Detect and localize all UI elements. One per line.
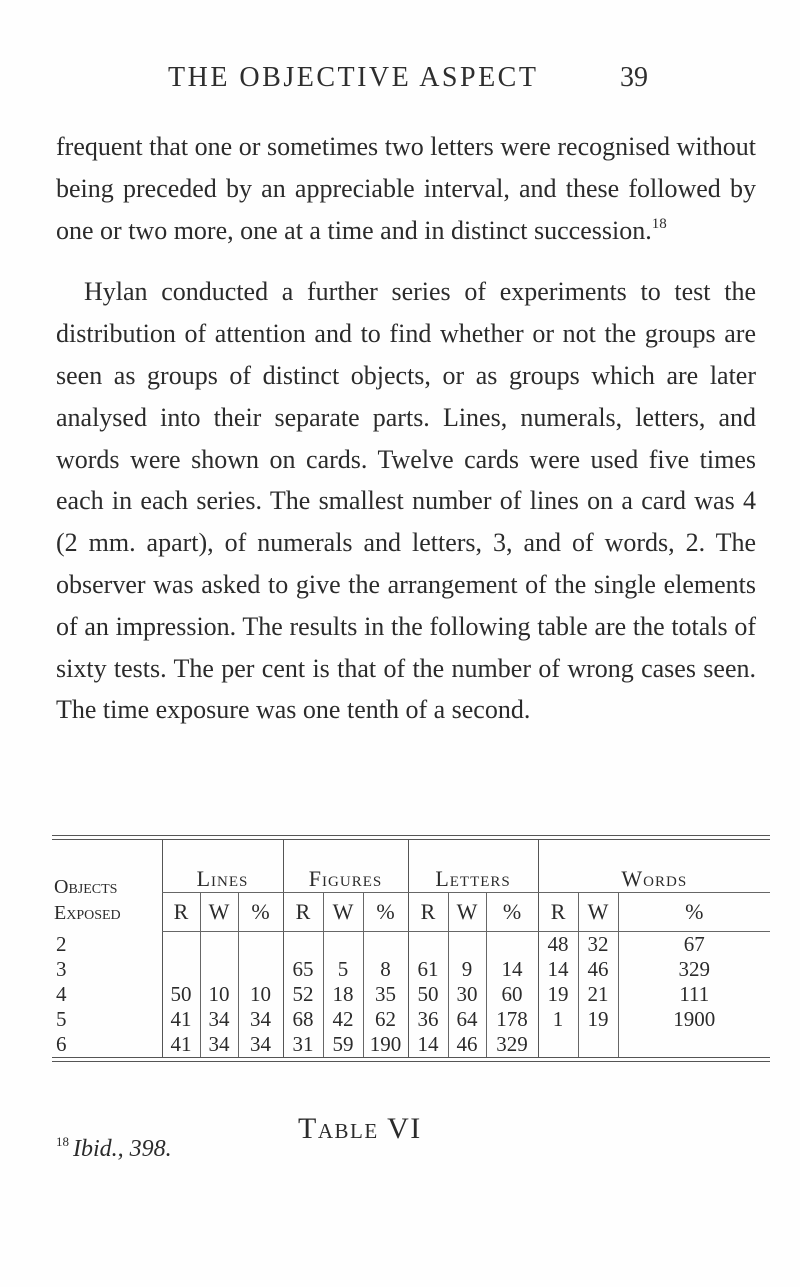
page-number: 39: [620, 62, 648, 93]
paragraph-1: [56, 126, 756, 251]
table-cell: [323, 932, 363, 958]
subheader-percent: %: [238, 893, 283, 932]
table-cell: 31: [283, 1032, 323, 1057]
table-cell: [618, 1032, 770, 1057]
table-cell: 36: [408, 1007, 448, 1032]
table-cell: 19: [538, 982, 578, 1007]
table-cell: 1: [538, 1007, 578, 1032]
table-row: [52, 957, 770, 982]
footnote-reference[interactable]: 18: [651, 215, 667, 232]
table-cell: [538, 1032, 578, 1057]
table-cell: 46: [448, 1032, 486, 1057]
results-table-grid: [52, 840, 770, 1057]
table-cell: [578, 1032, 618, 1057]
subheader-right: R: [408, 893, 448, 932]
table-cell: [238, 932, 283, 958]
table-cell: 329: [618, 957, 770, 982]
table-cell: 178: [486, 1007, 538, 1032]
subheader-right: R: [162, 893, 200, 932]
table-cell: [200, 957, 238, 982]
table-cell: 59: [323, 1032, 363, 1057]
table-cell: [448, 932, 486, 958]
objects-count-cell: 4: [56, 982, 67, 1006]
table-cell: 111: [618, 982, 770, 1007]
table-cell: 329: [486, 1032, 538, 1057]
table-cell: 60: [486, 982, 538, 1007]
running-head: [0, 62, 800, 102]
table-cell: 9: [448, 957, 486, 982]
subheader-percent: %: [486, 893, 538, 932]
table-cell: 14: [486, 957, 538, 982]
table-cell: [162, 932, 200, 958]
table-cell: 1900: [618, 1007, 770, 1032]
table-row: [52, 1032, 770, 1057]
table-cell: [238, 957, 283, 982]
table-cell: [408, 932, 448, 958]
paragraph-2: Hylan conducted a further series of experiments to test the distribution of attention and to find whether or not the groups are seen as groups of distinct objects, or as groups which are later analysed into their separate parts. Lines, numerals, letters, and words were shown on cards. Twelve cards were used five times each in each series. The smallest number of lines on a card was 4 (2 mm. apart), of numerals and letters, 3, and of words, 2. The observer was asked to give the arrangement of the single elements of an impression. The results in the following table are the totals of sixty tests. The per cent is that of the number of wrong cases seen. The time exposure was one tenth of a second.: [56, 277, 756, 725]
table-row: [52, 982, 770, 1007]
table-cell: [486, 932, 538, 958]
table-cell: 8: [363, 957, 408, 982]
table-body: [52, 932, 770, 1058]
table-cell: 190: [363, 1032, 408, 1057]
group-header-figures: Figures: [283, 840, 408, 893]
footnote-text: Ibid., 398.: [73, 1136, 172, 1162]
table-cell: 19: [578, 1007, 618, 1032]
table-cell: 14: [538, 957, 578, 982]
footnote: [56, 1136, 172, 1163]
footnote-mark: 18: [56, 1134, 69, 1149]
table-cell: 34: [238, 1032, 283, 1057]
table-cell: 65: [283, 957, 323, 982]
subheader-percent: %: [618, 893, 770, 932]
table-cell: 34: [238, 1007, 283, 1032]
objects-count-cell: 2: [56, 931, 67, 956]
table-cell: [162, 957, 200, 982]
results-table: [52, 835, 770, 1062]
table-cell: 34: [200, 1032, 238, 1057]
table-cell: 46: [578, 957, 618, 982]
subheader-wrong: W: [578, 893, 618, 932]
subheader-right: R: [283, 893, 323, 932]
table-row: [52, 1007, 770, 1032]
table-cell: 5: [323, 957, 363, 982]
objects-exposed-header: Objects Exposed: [54, 875, 121, 924]
subheader-wrong: W: [448, 893, 486, 932]
paragraph-1-text: frequent that one or sometimes two letters were recognised without being preceded by an appreciable interval, and these followed by one or two more, one at a time and in distinct succession.: [56, 132, 756, 245]
subheader-percent: %: [363, 893, 408, 932]
objects-count-cell: 5: [56, 1007, 67, 1031]
table-cell: 41: [162, 1032, 200, 1057]
table-cell: 30: [448, 982, 486, 1007]
body-text: [56, 126, 756, 731]
table-cell: 35: [363, 982, 408, 1007]
group-header-words: Words: [538, 840, 770, 893]
table-cell: 52: [283, 982, 323, 1007]
objects-count-cell: 6: [56, 1032, 67, 1056]
table-cell: 10: [238, 982, 283, 1007]
table-cell: 10: [200, 982, 238, 1007]
running-title: THE OBJECTIVE ASPECT: [168, 62, 539, 93]
subheader-wrong: W: [323, 893, 363, 932]
table-cell: 68: [283, 1007, 323, 1032]
table-row: [52, 932, 770, 958]
table-cell: 21: [578, 982, 618, 1007]
table-cell: 41: [162, 1007, 200, 1032]
table-cell: 67: [618, 932, 770, 958]
table-cell: 48: [538, 932, 578, 958]
table-cell: 18: [323, 982, 363, 1007]
table-cell: 61: [408, 957, 448, 982]
table-cell: 42: [323, 1007, 363, 1032]
table-cell: 50: [408, 982, 448, 1007]
subheader-right: R: [538, 893, 578, 932]
table-cell: 50: [162, 982, 200, 1007]
table-cell: 14: [408, 1032, 448, 1057]
table-bottom-rule: [52, 1057, 770, 1062]
table-cell: 64: [448, 1007, 486, 1032]
table-caption: Table VI: [298, 1112, 422, 1145]
table-cell: 34: [200, 1007, 238, 1032]
objects-count-cell: 3: [56, 957, 67, 981]
group-header-letters: Letters: [408, 840, 538, 893]
group-header-lines: Lines: [162, 840, 283, 893]
subheader-wrong: W: [200, 893, 238, 932]
table-cell: 62: [363, 1007, 408, 1032]
table-cell: [363, 932, 408, 958]
table-cell: 32: [578, 932, 618, 958]
table-cell: [283, 932, 323, 958]
table-cell: [200, 932, 238, 958]
